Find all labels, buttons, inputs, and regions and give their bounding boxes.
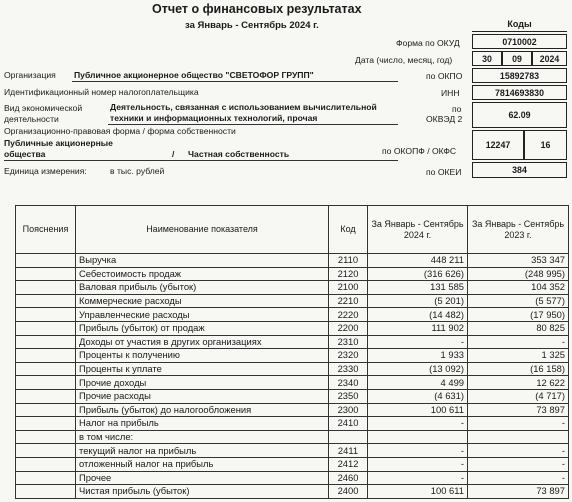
table-row: [16, 254, 569, 268]
col-name-header: Наименование показателя: [76, 206, 329, 254]
indicator-name: Выручка: [76, 254, 329, 268]
okud-value: 0710002: [472, 34, 567, 49]
indicator-code: 2110: [329, 254, 368, 268]
indicator-name: Проценты к уплате: [76, 362, 329, 376]
table-row: [16, 294, 569, 308]
indicator-name: Налог на прибыль: [76, 417, 329, 431]
table-row: [16, 362, 569, 376]
okved-label-1: по: [452, 104, 462, 114]
indicator-name: Чистая прибыль (убыток): [76, 485, 329, 499]
indicator-code: 2460: [329, 471, 368, 485]
value-2023: 73 897: [468, 485, 569, 499]
indicator-code: 2340: [329, 376, 368, 390]
indicator-name: Прибыль (убыток) до налогообложения: [76, 403, 329, 417]
notes-cell: [16, 349, 76, 363]
value-2024: -: [368, 471, 468, 485]
value-2024: -: [368, 444, 468, 458]
value-2024: 4 499: [368, 376, 468, 390]
indicator-code: 2200: [329, 321, 368, 335]
value-2024: 100 611: [368, 403, 468, 417]
inn-value: 7814693830: [472, 85, 567, 100]
report-title: Отчет о финансовых результатах: [152, 2, 362, 16]
indicator-code: 2330: [329, 362, 368, 376]
notes-cell: [16, 430, 76, 444]
indicator-code: 2350: [329, 389, 368, 403]
unit-value: в тыс. рублей: [110, 166, 165, 176]
okpo-value: 15892783: [472, 68, 567, 83]
value-2024: 1 933: [368, 349, 468, 363]
ownership-sep: /: [172, 149, 175, 159]
value-2024: -: [368, 457, 468, 471]
table-row: [16, 349, 569, 363]
okud-label: Форма по ОКУД: [396, 38, 460, 48]
value-2023: 1 325: [468, 349, 569, 363]
value-2023: 104 352: [468, 281, 569, 295]
okpo-label: по ОКПО: [426, 71, 463, 81]
notes-cell: [16, 254, 76, 268]
notes-cell: [16, 485, 76, 499]
financial-results-table: [15, 205, 569, 499]
indicator-name: в том числе:: [76, 430, 329, 444]
notes-cell: [16, 417, 76, 431]
value-2023: (17 950): [468, 308, 569, 322]
notes-cell: [16, 308, 76, 322]
table-row: [16, 430, 569, 444]
ownership-value: Частная собственность: [188, 149, 290, 159]
value-2024: -: [368, 417, 468, 431]
table-row: [16, 389, 569, 403]
value-2024: (14 482): [368, 308, 468, 322]
value-2023: -: [468, 457, 569, 471]
indicator-name: Прочее: [76, 471, 329, 485]
activity-value-1: Деятельность, связанная с использованием вычислительной: [110, 102, 377, 112]
value-2024: 131 585: [368, 281, 468, 295]
indicator-code: 2411: [329, 444, 368, 458]
inn-code-label: ИНН: [441, 88, 460, 98]
table-row: [16, 485, 569, 499]
indicator-name: Управленческие расходы: [76, 308, 329, 322]
indicator-name: Прибыль (убыток) от продаж: [76, 321, 329, 335]
value-2024: (4 631): [368, 389, 468, 403]
value-2023: 80 825: [468, 321, 569, 335]
table-row: [16, 417, 569, 431]
value-2023: [468, 430, 569, 444]
indicator-code: 2320: [329, 349, 368, 363]
legal-label: Организационно-правовая форма / форма собственности: [4, 126, 236, 136]
notes-cell: [16, 281, 76, 295]
table-row: [16, 457, 569, 471]
indicator-code: 2400: [329, 485, 368, 499]
table-row: [16, 471, 569, 485]
value-2024: 448 211: [368, 254, 468, 268]
value-2023: (16 158): [468, 362, 569, 376]
date-day: 30: [472, 51, 502, 66]
indicator-code: 2220: [329, 308, 368, 322]
notes-cell: [16, 294, 76, 308]
table-row: [16, 403, 569, 417]
table-row: [16, 321, 569, 335]
indicator-name: Прочие расходы: [76, 389, 329, 403]
codes-header: Коды: [472, 17, 567, 32]
inn-label: Идентификационный номер налогоплательщика: [4, 87, 199, 97]
indicator-code: 2310: [329, 335, 368, 349]
indicator-code: 2210: [329, 294, 368, 308]
date-year: 2024: [532, 51, 567, 66]
activity-label-1: Вид экономической: [4, 103, 83, 113]
org-label: Организация: [4, 70, 56, 80]
indicator-name: Прочие доходы: [76, 376, 329, 390]
indicator-name: Доходы от участия в других организациях: [76, 335, 329, 349]
indicator-code: 2410: [329, 417, 368, 431]
table-row: [16, 444, 569, 458]
table-row: [16, 308, 569, 322]
notes-cell: [16, 457, 76, 471]
col-notes-header: Пояснения: [16, 206, 76, 254]
notes-cell: [16, 267, 76, 281]
notes-cell: [16, 403, 76, 417]
indicator-name: Проценты к получению: [76, 349, 329, 363]
indicator-name: Себестоимость продаж: [76, 267, 329, 281]
okved-label-2: ОКВЭД 2: [426, 114, 463, 124]
indicator-name: отложенный налог на прибыль: [76, 457, 329, 471]
notes-cell: [16, 471, 76, 485]
col-code-header: Код: [329, 206, 368, 254]
value-2024: (13 092): [368, 362, 468, 376]
org-value: Публичное акционерное общество "СВЕТОФОР ГРУПП": [74, 70, 314, 80]
legal-value-2: общества: [4, 149, 46, 159]
notes-cell: [16, 321, 76, 335]
indicator-code: [329, 430, 368, 444]
okved-value: 62.09: [472, 102, 567, 128]
indicator-name: Валовая прибыль (убыток): [76, 281, 329, 295]
report-period: за Январь - Сентябрь 2024 г.: [185, 20, 319, 31]
value-2024: -: [368, 335, 468, 349]
value-2023: -: [468, 444, 569, 458]
indicator-name: Коммерческие расходы: [76, 294, 329, 308]
notes-cell: [16, 335, 76, 349]
date-month: 09: [502, 51, 532, 66]
value-2023: (4 717): [468, 389, 569, 403]
table-row: [16, 281, 569, 295]
value-2023: 73 897: [468, 403, 569, 417]
activity-value-2: техники и информационных технологий, прочая: [110, 113, 318, 123]
date-label: Дата (число, месяц, год): [355, 55, 453, 65]
indicator-code: 2412: [329, 457, 368, 471]
notes-cell: [16, 389, 76, 403]
indicator-code: 2120: [329, 267, 368, 281]
value-2023: 12 622: [468, 376, 569, 390]
table-row: [16, 335, 569, 349]
value-2023: (248 995): [468, 267, 569, 281]
activity-label-2: деятельности: [4, 114, 59, 124]
notes-cell: [16, 376, 76, 390]
table-row: [16, 267, 569, 281]
okei-value: 384: [472, 162, 567, 178]
value-2023: (5 577): [468, 294, 569, 308]
indicator-name: текущий налог на прибыль: [76, 444, 329, 458]
value-2023: 353 347: [468, 254, 569, 268]
value-2024: (5 201): [368, 294, 468, 308]
value-2024: 100 611: [368, 485, 468, 499]
value-2023: -: [468, 417, 569, 431]
indicator-code: 2100: [329, 281, 368, 295]
value-2024: 111 902: [368, 321, 468, 335]
okopf-label: по ОКОПФ / ОКФС: [382, 146, 457, 156]
notes-cell: [16, 362, 76, 376]
indicator-code: 2300: [329, 403, 368, 417]
col-2023-header: За Январь - Сентябрь 2023 г.: [468, 206, 569, 254]
okfs-value: 16: [524, 130, 567, 160]
table-body: [16, 254, 569, 499]
value-2024: [368, 430, 468, 444]
col-2024-header: За Январь - Сентябрь 2024 г.: [368, 206, 468, 254]
okopf-value: 12247: [472, 130, 524, 160]
table-row: [16, 376, 569, 390]
value-2023: -: [468, 335, 569, 349]
legal-value-1: Публичные акционерные: [4, 138, 113, 148]
value-2023: -: [468, 471, 569, 485]
unit-label: Единица измерения:: [4, 166, 87, 176]
okei-label: по ОКЕИ: [426, 167, 462, 177]
value-2024: (316 626): [368, 267, 468, 281]
notes-cell: [16, 444, 76, 458]
